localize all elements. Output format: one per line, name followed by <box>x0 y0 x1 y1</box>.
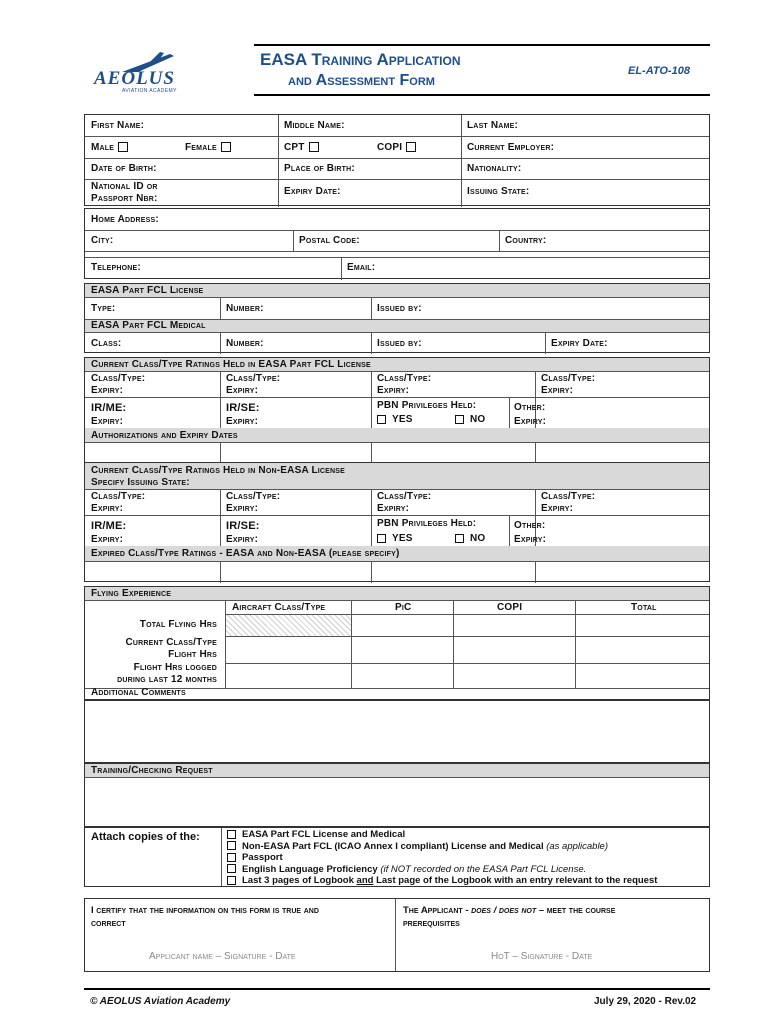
attach-item-2: Non-EASA Part FCL (ICAO Annex I compliant) License and Medical (as applicable) <box>227 841 657 853</box>
cpt-label: CPT <box>284 142 305 153</box>
medical-expiry-label: Expiry Date: <box>551 338 608 349</box>
copi-option[interactable] <box>377 142 416 153</box>
class-type-label: Class/Type: <box>541 373 596 384</box>
irse-label: IR/SE: <box>226 520 260 532</box>
pbn-label: PBN Privileges Held: <box>377 518 477 529</box>
hatched-cell <box>225 614 351 636</box>
pbn-yes-checkbox[interactable] <box>377 415 386 424</box>
col-total: Total <box>631 602 657 613</box>
footer-revision: July 29, 2020 - Rev.02 <box>594 996 697 1007</box>
logo <box>92 50 202 96</box>
class-type-label: Class/Type: <box>377 491 432 502</box>
row-total-flying-hrs: Total Flying Hrs <box>139 619 217 630</box>
license-section <box>84 283 710 353</box>
class-type-label: Class/Type: <box>541 491 596 502</box>
first-name-label: First Name: <box>91 120 145 131</box>
pbn-label: PBN Privileges Held: <box>377 400 477 411</box>
specify-state-label: Specify Issuing State: <box>91 477 190 488</box>
country-label: Country: <box>505 235 547 246</box>
attach-section <box>84 827 710 887</box>
passport-nbr-label: Passport Nbr: <box>91 193 158 204</box>
col-copi: COPI <box>497 602 523 613</box>
expired-ratings-heading: Expired Class/Type Ratings - EASA and Non-EASA (please specify) <box>91 548 400 559</box>
attach-item-1: EASA Part FCL License and Medical <box>227 829 657 841</box>
training-request-section <box>84 763 710 827</box>
class-type-label: Class/Type: <box>91 373 146 384</box>
irme-label: IR/ME: <box>91 520 127 532</box>
row-flight-hrs-logged: Flight Hrs logged <box>133 662 217 673</box>
pbn-no-label: NO <box>470 533 486 544</box>
training-request-heading: Training/Checking Request <box>91 765 213 776</box>
logo-subtext: AVIATION ACADEMY <box>122 88 177 94</box>
footer-copyright: © AEOLUS Aviation Academy <box>90 996 231 1007</box>
expiry-label: Expiry: <box>226 503 259 514</box>
telephone-label: Telephone: <box>91 262 141 273</box>
expiry-label: Expiry: <box>91 416 124 427</box>
easa-ratings-heading: Current Class/Type Ratings Held in EASA Part FCL License <box>91 359 371 370</box>
copi-label: COPI <box>377 142 403 153</box>
authorizations-heading: Authorizations and Expiry Dates <box>91 430 238 441</box>
certify-statement-cont: correct <box>91 918 126 929</box>
expiry-label: Expiry: <box>226 534 259 545</box>
medical-issued-by-label: Issued by: <box>377 338 422 349</box>
pbn-no-checkbox[interactable] <box>455 415 464 424</box>
additional-comments-box[interactable] <box>84 700 710 763</box>
pbn-no-option[interactable] <box>455 414 485 425</box>
col-aircraft-class-type: Aircraft Class/Type <box>232 602 326 613</box>
nationality-label: Nationality: <box>467 163 522 174</box>
home-address-label: Home Address: <box>91 214 159 225</box>
male-option[interactable] <box>91 142 128 153</box>
address-section <box>84 208 710 279</box>
irse-label: IR/SE: <box>226 402 260 414</box>
female-checkbox[interactable] <box>221 142 231 152</box>
class-type-label: Class/Type: <box>91 491 146 502</box>
cpt-option[interactable] <box>284 142 319 153</box>
certify-statement: I certify that the information on this form is true and <box>91 905 319 916</box>
other-label: Other: <box>514 520 546 531</box>
footer-rule <box>84 988 710 990</box>
personal-section <box>84 114 710 206</box>
expiry-label: Expiry: <box>514 416 547 427</box>
email-label: Email: <box>347 262 376 273</box>
male-checkbox[interactable] <box>118 142 128 152</box>
col-pic: PiC <box>395 602 412 613</box>
expiry-label: Expiry: <box>226 416 259 427</box>
attach-checkbox[interactable] <box>227 853 236 862</box>
hot-signature-line[interactable]: HoT – Signature - Date <box>491 951 593 962</box>
attach-checkbox[interactable] <box>227 876 236 885</box>
expiry-label: Expiry: <box>541 385 574 396</box>
expiry-label: Expiry: <box>91 534 124 545</box>
medical-class-label: Class: <box>91 338 122 349</box>
other-label: Other: <box>514 402 546 413</box>
city-label: City: <box>91 235 114 246</box>
pob-label: Place of Birth: <box>284 163 355 174</box>
attach-item-3: Passport <box>227 852 657 864</box>
header <box>84 44 710 98</box>
fcl-medical-heading: EASA Part FCL Medical <box>91 320 206 331</box>
last-name-label: Last Name: <box>467 120 518 131</box>
expiry-label: Expiry: <box>541 503 574 514</box>
fcl-license-heading: EASA Part FCL License <box>91 285 204 296</box>
expiry-label: Expiry: <box>226 385 259 396</box>
expiry-label: Expiry: <box>91 385 124 396</box>
pbn-yes-label: YES <box>392 414 413 425</box>
expiry-label: Expiry: <box>377 385 410 396</box>
logo-text: AEOLUS <box>94 68 175 89</box>
attach-checkbox[interactable] <box>227 841 236 850</box>
row-flight-hrs: Flight Hrs <box>168 649 217 660</box>
attach-item-4: English Language Proficiency (if NOT recorded on the EASA Part FCL License. <box>227 864 657 876</box>
row-last-12-months: during last 12 months <box>117 674 217 685</box>
form-title-line1: EASA Training Application <box>260 50 461 69</box>
irme-label: IR/ME: <box>91 402 127 414</box>
flying-experience-heading: Flying Experience <box>91 588 172 599</box>
row-current-class-type: Current Class/Type <box>125 637 217 648</box>
form-title-line2: and Assessment Form <box>288 72 435 89</box>
current-employer-label: Current Employer: <box>467 142 555 153</box>
pbn-no-checkbox[interactable] <box>455 534 464 543</box>
easa-ratings-section <box>84 357 710 465</box>
issuing-state-label: Issuing State: <box>467 186 530 197</box>
female-option[interactable] <box>185 142 231 153</box>
pbn-yes-label: YES <box>392 533 413 544</box>
copi-checkbox[interactable] <box>406 142 416 152</box>
additional-comments-heading: Additional Comments <box>91 687 186 698</box>
attach-checkbox[interactable] <box>227 830 236 839</box>
license-type-label: Type: <box>91 303 116 314</box>
applicant-prereq-statement: The Applicant - does / does not – meet the course <box>403 905 616 916</box>
cpt-checkbox[interactable] <box>309 142 319 152</box>
applicant-prereq-statement-cont: prerequisites <box>403 918 460 929</box>
attach-label: Attach copies of the: <box>91 831 200 843</box>
class-type-label: Class/Type: <box>226 491 281 502</box>
non-easa-ratings-section <box>84 462 710 582</box>
pbn-no-label: NO <box>470 414 486 425</box>
passport-expiry-label: Expiry Date: <box>284 186 341 197</box>
license-issued-by-label: Issued by: <box>377 303 422 314</box>
expiry-label: Expiry: <box>514 534 547 545</box>
class-type-label: Class/Type: <box>377 373 432 384</box>
pbn-yes-option[interactable] <box>377 414 413 425</box>
doc-code: EL-ATO-108 <box>628 65 690 77</box>
attach-checkbox[interactable] <box>227 864 236 873</box>
non-easa-heading: Current Class/Type Ratings Held in Non-EASA License <box>91 465 346 476</box>
female-label: Female <box>185 142 217 153</box>
license-number-label: Number: <box>226 303 264 314</box>
national-id-label: National ID or <box>91 181 158 192</box>
medical-number-label: Number: <box>226 338 264 349</box>
pbn-yes-checkbox[interactable] <box>377 534 386 543</box>
flying-experience-section <box>84 586 710 700</box>
expiry-label: Expiry: <box>377 503 410 514</box>
class-type-label: Class/Type: <box>226 373 281 384</box>
attach-item-5: Last 3 pages of Logbook and Last page of the Logbook with an entry relevant to the request <box>227 875 657 887</box>
middle-name-label: Middle Name: <box>284 120 345 131</box>
applicant-signature-line[interactable]: Applicant name – Signature - Date <box>149 951 296 962</box>
certification-section <box>84 898 710 972</box>
male-label: Male <box>91 142 115 153</box>
expiry-label: Expiry: <box>91 503 124 514</box>
dob-label: Date of Birth: <box>91 163 157 174</box>
pbn-yes-option[interactable] <box>377 533 413 544</box>
postal-code-label: Postal Code: <box>299 235 360 246</box>
pbn-no-option[interactable] <box>455 533 485 544</box>
